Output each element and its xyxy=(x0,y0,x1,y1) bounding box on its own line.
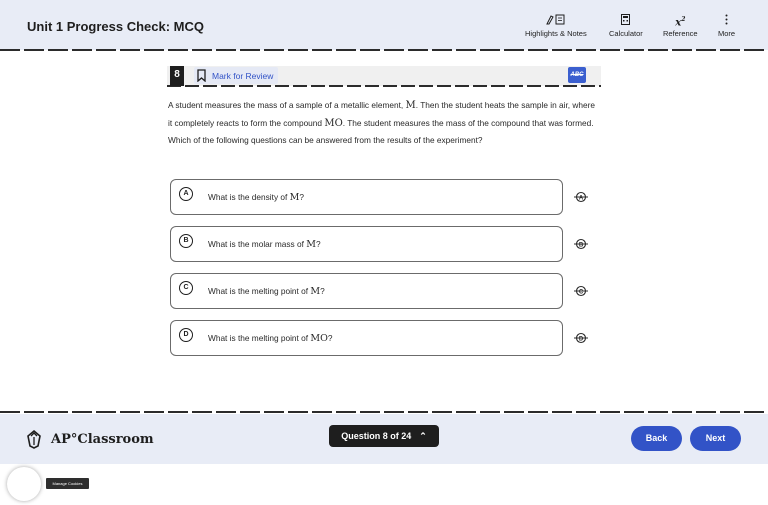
answer-eliminator-toggle[interactable] xyxy=(568,67,586,83)
page-title: Unit 1 Progress Check: MCQ xyxy=(27,19,204,34)
footer-divider xyxy=(0,411,768,413)
svg-text:A: A xyxy=(578,195,584,202)
reference-label: Reference xyxy=(663,29,698,38)
mark-for-review-button[interactable] xyxy=(194,67,278,84)
logo-text: AP°Classroom xyxy=(51,431,154,447)
choice-letter-d: D xyxy=(179,328,193,342)
bookmark-icon xyxy=(197,69,206,82)
answer-choice-b[interactable] xyxy=(170,226,563,262)
calculator-label: Calculator xyxy=(609,29,643,38)
stem-text-1: A student measures the mass of a sample of a metallic element, xyxy=(168,100,406,110)
more-button[interactable] xyxy=(718,14,735,38)
ap-classroom-logo xyxy=(25,429,154,449)
calculator-button[interactable] xyxy=(609,14,643,38)
choice-text-b: What is the molar mass of M? xyxy=(208,239,321,250)
answer-choice-a[interactable] xyxy=(170,179,563,215)
top-header xyxy=(0,0,768,50)
svg-text:B: B xyxy=(578,242,584,249)
question-bar-divider xyxy=(167,85,601,87)
next-button[interactable]: Next xyxy=(690,426,741,451)
highlights-notes-label: Highlights & Notes xyxy=(525,29,587,38)
eliminate-choice-c-icon[interactable] xyxy=(573,283,589,299)
question-stem xyxy=(168,97,600,150)
ap-acorn-icon xyxy=(25,429,43,449)
stem-text-2: . Then the student heats the sample in air, where it completely reacts to form the compound xyxy=(168,100,596,128)
header-divider xyxy=(0,49,768,51)
abc-strikethrough-icon: ABC xyxy=(570,72,584,78)
highlights-notes-button[interactable] xyxy=(525,14,587,38)
question-navigator-label: Question 8 of 24 xyxy=(341,431,412,441)
choice-text-a: What is the density of M? xyxy=(208,192,304,203)
eliminate-choice-a-icon[interactable] xyxy=(573,189,589,205)
svg-text:C: C xyxy=(578,289,584,296)
choice-letter-c: C xyxy=(179,281,193,295)
choice-text-c: What is the melting point of M? xyxy=(208,286,325,297)
back-button[interactable]: Back xyxy=(631,426,682,451)
stem-text-3: . The student measures the mass of the compound that was formed. Which of the following questions can be answered from the results of the experiment? xyxy=(168,117,594,145)
mark-for-review-label: Mark for Review xyxy=(212,70,274,81)
choice-letter-a: A xyxy=(179,187,193,201)
more-vertical-icon xyxy=(718,14,735,26)
eliminate-choice-b-icon[interactable] xyxy=(573,236,589,252)
question-navigator-button[interactable] xyxy=(329,425,439,447)
stem-math-m: M xyxy=(405,100,416,111)
choice-text-d: What is the melting point of MO? xyxy=(208,333,333,344)
manage-cookies-tooltip: Manage Cookies xyxy=(46,478,89,489)
choice-letter-b: B xyxy=(179,234,193,248)
stem-math-mo: MO xyxy=(324,117,343,129)
answer-choice-c[interactable] xyxy=(170,273,563,309)
highlight-notes-icon xyxy=(525,14,587,26)
question-number: 8 xyxy=(170,66,184,86)
reference-button[interactable] xyxy=(663,14,698,38)
answer-choice-d[interactable] xyxy=(170,320,563,356)
calculator-icon xyxy=(609,14,643,26)
more-label: More xyxy=(718,29,736,38)
eliminate-choice-d-icon[interactable] xyxy=(573,330,589,346)
chevron-up-icon: ⌃ xyxy=(419,430,427,441)
cookie-settings-button[interactable] xyxy=(7,467,41,501)
reference-icon: $x^2$ xyxy=(675,16,686,29)
svg-text:D: D xyxy=(578,336,584,343)
